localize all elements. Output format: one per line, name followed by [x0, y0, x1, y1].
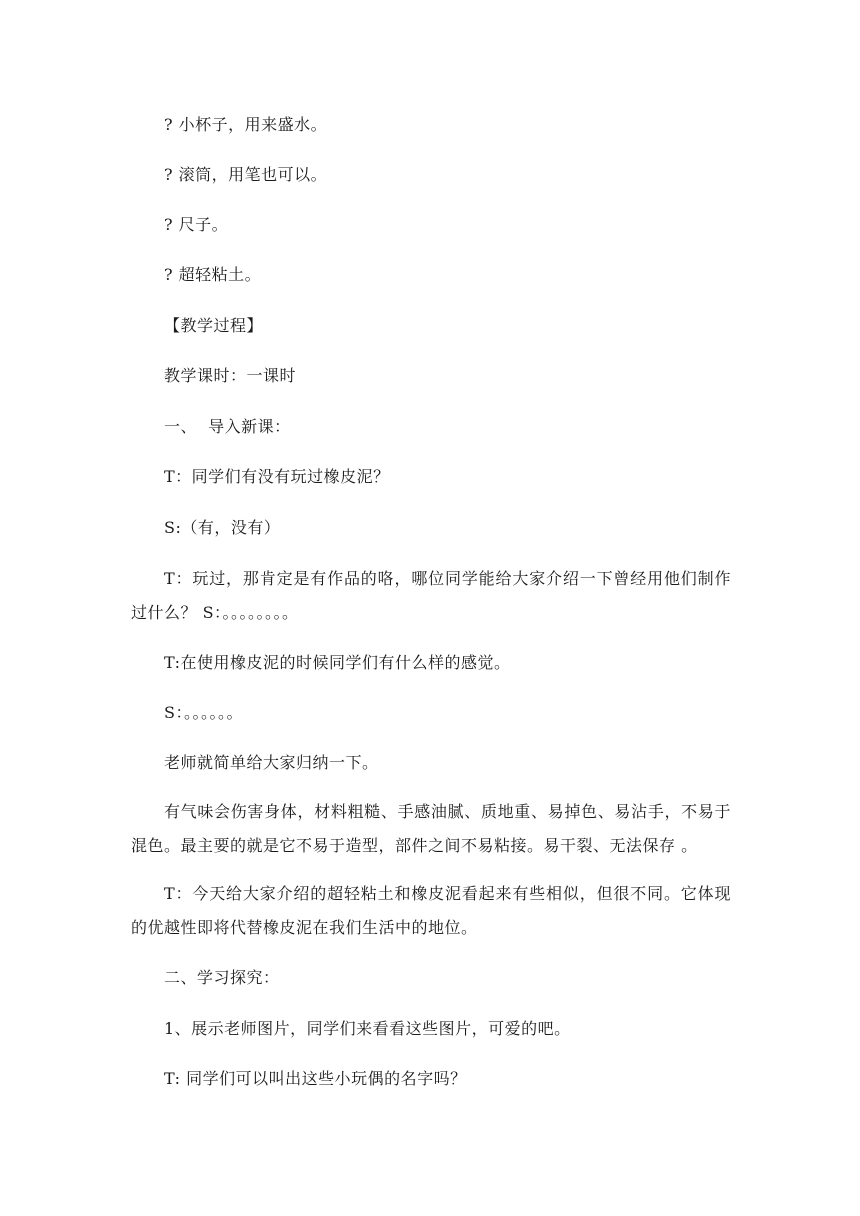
dialogue-paragraph: T：玩过，那肯定是有作品的咯，哪位同学能给大家介绍一下曾经用他们制作过什么？ S：。。。。。。。。 [131, 569, 731, 622]
dialogue-line: S：。。。。。。 [164, 703, 243, 722]
material-item-ruler: ? 尺子。 [164, 215, 229, 234]
summary-intro: 老师就简单给大家归纳一下。 [164, 753, 379, 772]
section-heading-intro: 一、 导入新课： [164, 417, 291, 436]
material-item-roller: ? 滚筒，用笔也可以。 [164, 165, 328, 184]
dialogue-line: S:（有，没有） [164, 518, 281, 537]
dialogue-line: T:在使用橡皮泥的时候同学们有什么样的感觉。 [164, 653, 511, 672]
dialogue-line: T: 同学们可以叫出这些小玩偶的名字吗？ [164, 1069, 467, 1088]
material-item-clay: ? 超轻粘土。 [164, 265, 262, 284]
step-item: 1、展示老师图片，同学们来看看这些图片，可爱的吧。 [164, 1019, 571, 1038]
summary-paragraph: 有气味会伤害身体，材料粗糙、手感油腻、质地重、易掉色、易沾手，不易于混色。最主要的就是它不易于造型，部件之间不易粘接。易干裂、无法保存 。 [131, 802, 731, 855]
material-item-cup: ? 小杯子，用来盛水。 [164, 115, 328, 134]
lesson-hours: 教学课时：一课时 [164, 366, 297, 385]
dialogue-line: T：同学们有没有玩过橡皮泥？ [164, 467, 390, 486]
section-heading-process: 【教学过程】 [164, 316, 264, 335]
section-heading-explore: 二、学习探究： [164, 968, 280, 987]
dialogue-paragraph: T：今天给大家介绍的超轻粘土和橡皮泥看起来有些相似，但很不同。它体现的优越性即将代替橡皮泥在我们生活中的地位。 [131, 884, 731, 937]
